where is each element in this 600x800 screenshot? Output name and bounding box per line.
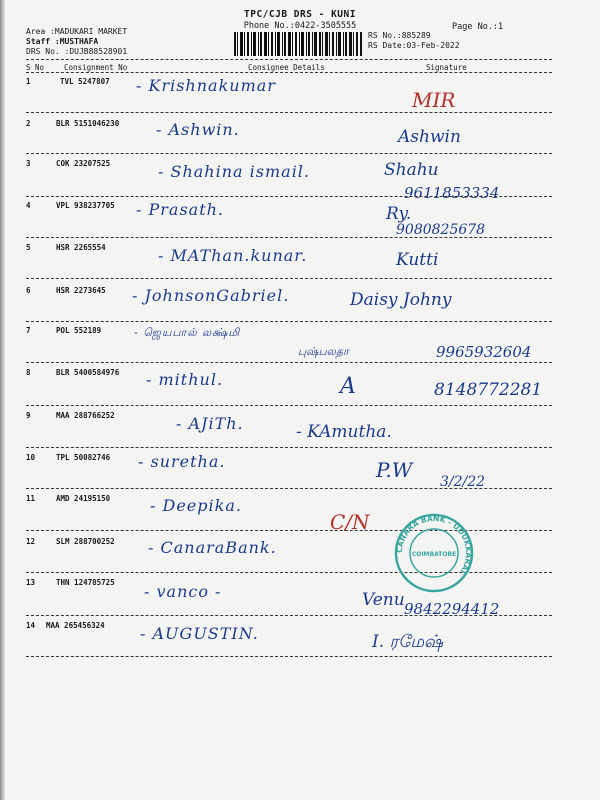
column-header-divider [26, 72, 552, 73]
signature: C/N [330, 510, 370, 534]
row-sno: 3 [26, 159, 31, 168]
row-consignment: BLR 5151046230 [56, 119, 120, 128]
row-divider [26, 278, 552, 279]
consignee-name: - ஜெயபால் லக்ஷ்மி [134, 326, 241, 339]
signature: - KAmutha. [296, 422, 392, 442]
row-consignment: COK 23207525 [56, 159, 111, 168]
row-sno: 13 [26, 578, 36, 587]
row-consignment: HSR 2273645 [56, 286, 106, 295]
phone-note: 9842294412 [404, 600, 500, 618]
row-divider [26, 112, 552, 113]
row-sno: 7 [26, 326, 31, 335]
signature: I. ரமேஷ் [372, 632, 444, 652]
row-divider [26, 447, 552, 448]
page-number: Page No.:1 [452, 22, 504, 32]
scan-edge [0, 0, 6, 800]
consignee-name: - MAThan.kunar. [158, 246, 308, 265]
stamp-inner-text: COIMBATORE [411, 551, 457, 558]
col-consignee: Consignee Details [248, 63, 325, 72]
date-note: 3/2/22 [440, 474, 486, 490]
consignee-name: - AUGUSTIN. [140, 624, 259, 643]
row-sno: 8 [26, 368, 31, 377]
staff-label: Staff :MUSTHAFA [26, 37, 99, 46]
row-divider [26, 656, 552, 657]
phone-number: Phone No.:0422-3505555 [243, 21, 357, 31]
col-consignment: Consignment No [64, 63, 128, 72]
row-consignment: POL 552189 [56, 326, 102, 335]
row-divider [26, 237, 552, 238]
row-divider [26, 488, 552, 489]
signature: Ry. [386, 204, 412, 224]
rs-block [368, 31, 460, 51]
row-divider [26, 321, 552, 322]
row-sno: 5 [26, 243, 31, 252]
barcode [234, 32, 362, 56]
consignee-name: - Krishnakumar [136, 76, 276, 95]
row-divider [26, 196, 552, 197]
row-consignment: MAA 265456324 [46, 621, 105, 630]
phone-note: 8148772281 [434, 380, 543, 400]
signature: Shahu [384, 160, 439, 180]
consignee-name: - mithul. [146, 370, 224, 389]
phone-note: 9965932604 [436, 343, 532, 361]
consignee-name: - Shahina ismail. [158, 162, 311, 181]
row-consignment: TVL 5247807 [60, 77, 110, 86]
row-divider [26, 362, 552, 363]
signature: Kutti [396, 250, 439, 270]
row-sno: 12 [26, 537, 36, 546]
row-sno: 4 [26, 201, 31, 210]
rs-date: RS Date:03-Feb-2022 [368, 41, 460, 50]
row-consignment: TPL 50082746 [56, 453, 111, 462]
row-consignment: HSR 2265554 [56, 243, 106, 252]
row-sno: 2 [26, 119, 31, 128]
row-consignment: BLR 5400584976 [56, 368, 120, 377]
stamp-outer-text: CANARA BANK - UDUKKARAI [394, 513, 474, 576]
signature: A [340, 374, 356, 399]
bank-stamp [392, 513, 476, 593]
row-divider [26, 153, 552, 154]
row-divider [26, 405, 552, 406]
row-sno: 9 [26, 411, 31, 420]
signature: MIR [412, 88, 456, 112]
consignee-name: - vanco - [144, 582, 222, 601]
row-consignment: SLM 288700252 [56, 537, 115, 546]
header-divider [26, 59, 552, 60]
row-sno: 6 [26, 286, 31, 295]
rs-number: RS No.:885289 [368, 31, 431, 40]
consignee-name: - Ashwin. [156, 120, 240, 139]
row-sno: 14 [26, 621, 36, 630]
svg-text:CANARA BANK - UDUKKARAI [395, 514, 473, 575]
header-left-block [26, 27, 127, 57]
area-label: Area :MADUKARI MARKET [26, 27, 128, 36]
phone-note: 9611853334 [404, 184, 500, 202]
row-sno: 10 [26, 453, 36, 462]
phone-note: 9080825678 [396, 222, 486, 238]
row-consignment: AMD 24195150 [56, 494, 111, 503]
row-consignment: MAA 288766252 [56, 411, 115, 420]
consignee-name: - AJiTh. [176, 414, 244, 433]
drs-number: DRS No. :DUJB88528901 [26, 47, 128, 56]
signature: Ashwin [398, 127, 461, 147]
signature: Daisy Johny [350, 290, 452, 310]
col-signature: Signature [426, 63, 467, 72]
row-consignment: THN 124785725 [56, 578, 115, 587]
col-sno: S No [26, 63, 45, 72]
consignee-name: - JohnsonGabriel. [132, 286, 290, 305]
consignee-name: - Prasath. [136, 200, 225, 219]
signature: P.W [376, 458, 413, 482]
row-divider [26, 615, 552, 616]
signature: புஷ்பலதா [298, 345, 349, 358]
row-sno: 1 [26, 77, 31, 86]
consignee-name: - Deepika. [150, 496, 242, 515]
consignee-name: - suretha. [138, 452, 226, 471]
row-sno: 11 [26, 494, 36, 503]
consignee-name: - CanaraBank. [148, 538, 277, 557]
row-consignment: VPL 938237705 [56, 201, 115, 210]
signature: Venu [362, 590, 405, 610]
sheet-title: TPC/CJB DRS - KUNI [244, 9, 356, 20]
